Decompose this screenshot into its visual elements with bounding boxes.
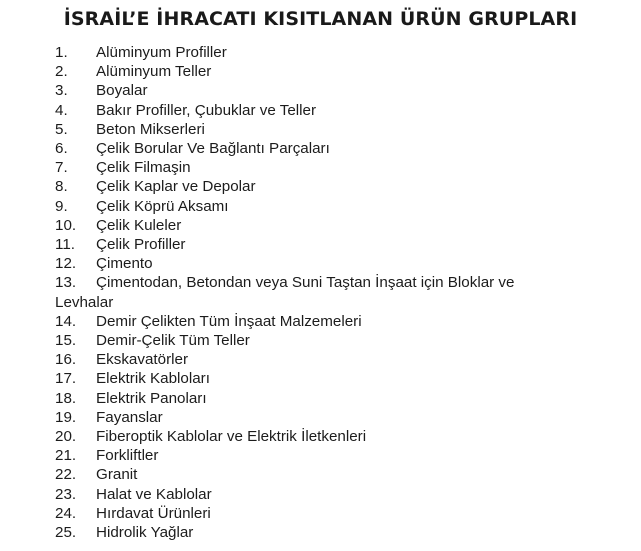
list-item <box>55 120 555 139</box>
item-text: Forkliftler <box>96 447 159 465</box>
item-text: Çimento <box>96 255 153 273</box>
item-number: 14. <box>55 312 77 330</box>
item-text: Elektrik Panoları <box>96 389 207 407</box>
item-number: 4. <box>55 101 68 119</box>
list-item <box>55 139 555 158</box>
list-item <box>55 446 555 465</box>
item-text: Demir-Çelik Tüm Teller <box>96 332 250 350</box>
item-number: 5. <box>55 120 68 138</box>
list-item <box>55 465 555 484</box>
item-number: 16. <box>55 351 77 369</box>
list-item <box>55 331 555 350</box>
list-item <box>55 427 555 446</box>
item-text: Demir Çelikten Tüm İnşaat Malzemeleri <box>96 312 362 330</box>
list-item <box>55 81 555 100</box>
item-text: Bakır Profiller, Çubuklar ve Teller <box>96 101 317 119</box>
item-number: 11. <box>55 236 75 254</box>
item-number: 9. <box>55 197 68 215</box>
item-text: Fiberoptik Kablolar ve Elektrik İletkenleri <box>96 428 367 446</box>
item-number: 23. <box>55 485 77 503</box>
item-text: Ekskavatörler <box>96 351 189 369</box>
item-number: 1. <box>55 44 68 61</box>
item-number: 2. <box>55 63 68 81</box>
item-text: Granit <box>96 466 138 484</box>
list-item <box>55 158 555 177</box>
item-text: Çelik Kuleler <box>96 216 182 234</box>
item-number: 10. <box>55 216 77 234</box>
list-item <box>55 504 555 523</box>
product-group-list <box>55 43 555 542</box>
list-item <box>55 369 555 388</box>
list-item <box>55 254 555 273</box>
item-text: Çelik Köprü Aksamı <box>96 197 229 215</box>
list-item <box>55 273 555 311</box>
item-text: Çelik Profiller <box>96 236 186 254</box>
item-number: 3. <box>55 82 68 100</box>
list-item <box>55 177 555 196</box>
item-number: 17. <box>55 370 77 388</box>
page-title: İSRAİL’E İHRACATI KISITLANAN ÜRÜN GRUPLARI <box>63 8 578 30</box>
item-text: Çimentodan, Betondan veya Suni Taştan İnşaat için Bloklar ve Levhalar <box>55 274 515 311</box>
list-item <box>55 43 555 62</box>
item-number: 7. <box>55 159 68 177</box>
list-item <box>55 389 555 408</box>
list-item <box>55 485 555 504</box>
item-number: 21. <box>55 447 77 465</box>
item-number: 12. <box>55 255 77 273</box>
item-text: Alüminyum Teller <box>96 63 212 81</box>
list-item <box>55 197 555 216</box>
list-item <box>55 62 555 81</box>
item-text: Alüminyum Profiller <box>96 44 227 61</box>
item-text: Elektrik Kabloları <box>96 370 210 388</box>
item-text: Beton Mikserleri <box>96 120 205 138</box>
item-text: Hırdavat Ürünleri <box>96 504 211 522</box>
item-number: 20. <box>55 428 77 446</box>
item-text: Çelik Filmaşin <box>96 159 191 177</box>
list-item <box>55 312 555 331</box>
item-number: 18. <box>55 389 77 407</box>
item-number: 13. <box>55 274 77 292</box>
item-number: 19. <box>55 408 77 426</box>
item-number: 15. <box>55 332 77 350</box>
list-item <box>55 235 555 254</box>
list-item <box>55 350 555 369</box>
item-number: 25. <box>55 524 77 542</box>
item-text: Çelik Borular Ve Bağlantı Parçaları <box>96 140 330 158</box>
item-number: 22. <box>55 466 77 484</box>
list-item <box>55 523 555 542</box>
item-number: 6. <box>55 140 68 158</box>
item-text: Halat ve Kablolar <box>96 485 212 503</box>
item-text: Çelik Kaplar ve Depolar <box>96 178 256 196</box>
list-item <box>55 101 555 120</box>
item-text: Hidrolik Yağlar <box>96 524 194 542</box>
item-number: 8. <box>55 178 68 196</box>
item-text: Fayanslar <box>96 408 163 426</box>
item-number: 24. <box>55 504 77 522</box>
item-text: Boyalar <box>96 82 148 100</box>
list-item <box>55 408 555 427</box>
list-item <box>55 216 555 235</box>
